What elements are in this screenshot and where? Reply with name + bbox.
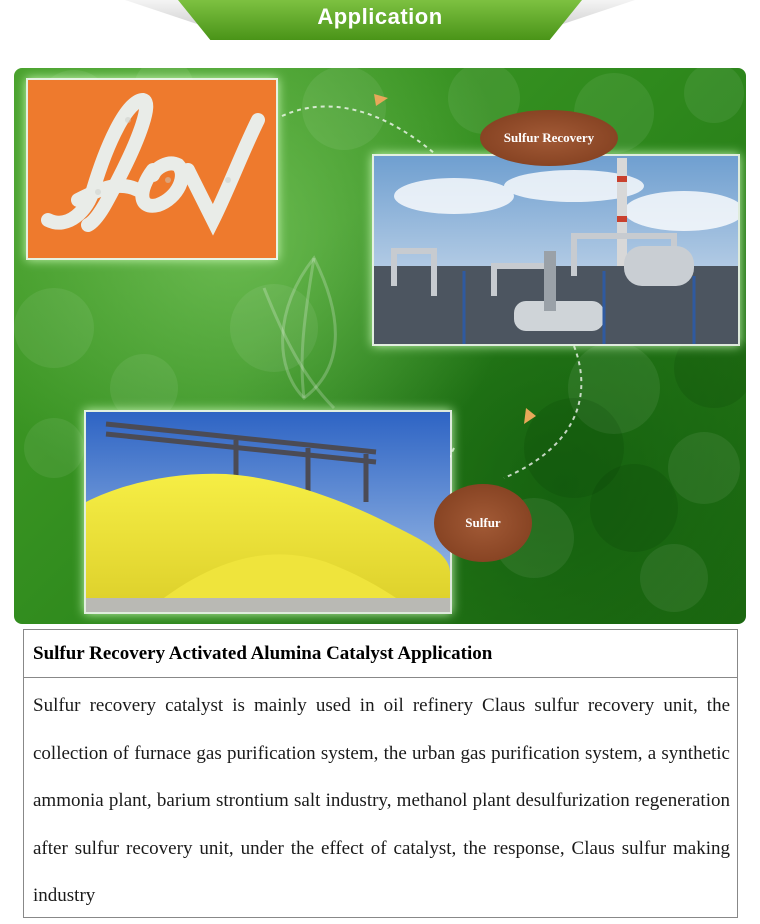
header-banner <box>0 0 760 48</box>
info-body: Sulfur recovery catalyst is mainly used in oil refinery Claus sulfur recovery unit, the collection of furnace gas purification system, the urban gas purification system, a synthetic ammonia plant, barium strontium salt industry, methanol plant desulfurization regeneration after sulfur recovery unit, under the effect of catalyst, the response, Claus sulfur making industry <box>33 695 730 906</box>
catalyst-photo <box>26 78 278 260</box>
page-title: Application <box>317 4 443 29</box>
sulfur-label <box>434 484 532 562</box>
application-scene <box>14 68 746 624</box>
sulfur-label-text: Sulfur <box>465 515 501 530</box>
info-title: Sulfur Recovery Activated Alumina Catalyst Application <box>24 630 737 678</box>
refinery-photo <box>372 154 740 346</box>
sulfur-recovery-label <box>480 110 618 166</box>
info-box <box>23 629 738 918</box>
sulfur-pile-photo <box>84 410 452 614</box>
sulfur-recovery-label-text: Sulfur Recovery <box>503 130 595 145</box>
